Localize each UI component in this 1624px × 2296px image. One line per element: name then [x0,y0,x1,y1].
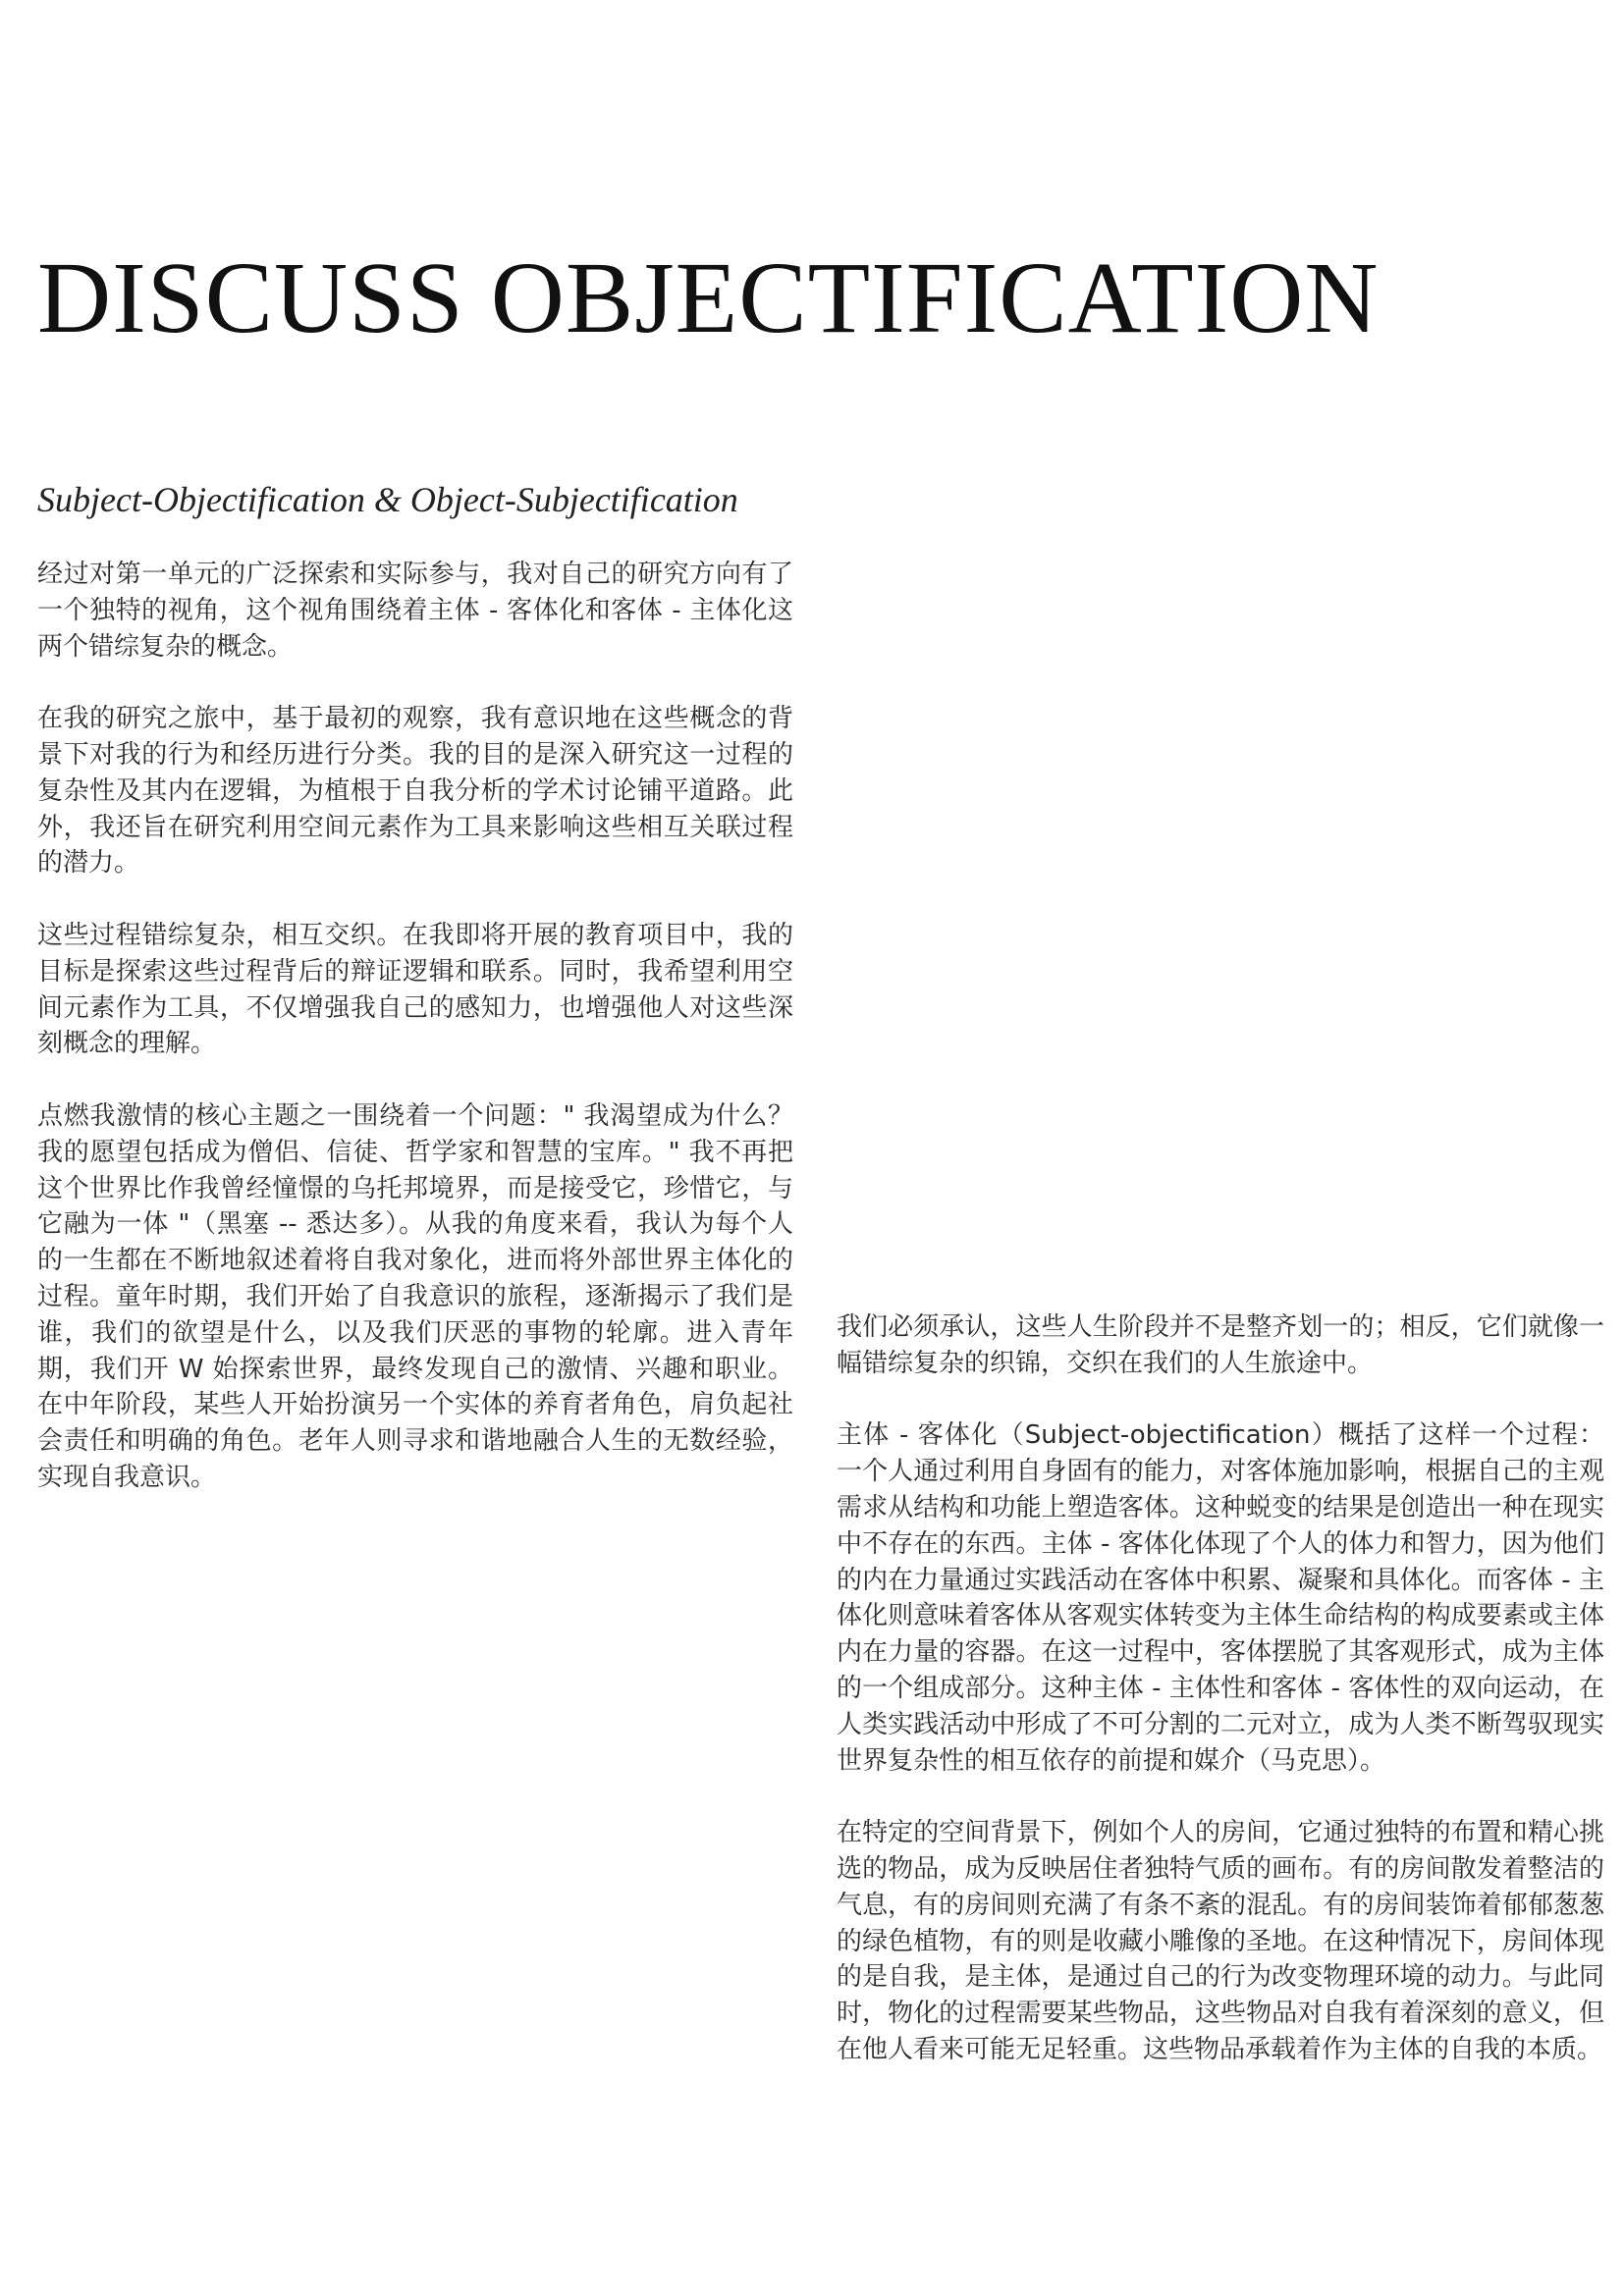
right-text-column [837,1309,1604,2068]
paragraph: 在特定的空间背景下，例如个人的房间，它通过独特的布置和精心挑选的物品，成为反映居住者独特气质的画布。有的房间散发着整洁的气息，有的房间则充满了有条不紊的混乱。有的房间装饰着郁郁葱葱的绿色植物，有的则是收藏小雕像的圣地。在这种情况下，房间体现的是自我，是主体，是通过自己的行为改变物理环境的动力。与此同时，物化的过程需要某些物品，这些物品对自我有着深刻的意义，但在他人看来可能无足轻重。这些物品承载着作为主体的自我的本质。 [837,1818,1604,2064]
paragraph: 主体 - 客体化（Subject-objectification）概括了这样一个过程：一个人通过利用自身固有的能力，对客体施加影响，根据自己的主观需求从结构和功能上塑造客体。这种蜕变的结果是创造出一种在现实中不存在的东西。主体 - 客体化体现了个人的体力和智力，因为他们的内在力量通过实践活动在客体中积累、凝聚和具体化。而客体 - 主体化则意味着客体从客观实体转变为主体生命结构的构成要素或主体内在力量的容器。在这一过程中，客体摆脱了其客观形式，成为主体的一个组成部分。这种主体 - 主体性和客体 - 客体性的双向运动，在人类实践活动中形成了不可分割的二元对立，成为人类不断驾驭现实世界复杂性的相互依存的前提和媒介（马克思）。 [837,1420,1604,1776]
left-text-column [37,557,793,1496]
paragraph: 经过对第一单元的广泛探索和实际参与，我对自己的研究方向有了一个独特的视角，这个视角围绕着主体 - 客体化和客体 - 主体化这两个错综复杂的概念。 [37,560,793,662]
paragraph: 点燃我激情的核心主题之一围绕着一个问题：" 我渴望成为什么？我的愿望包括成为僧侣、信徒、哲学家和智慧的宝库。" 我不再把这个世界比作我曾经憧憬的乌托邦境界，而是接受它，珍惜它，与它融为一体 "（黑塞 -- 悉达多）。从我的角度来看，我认为每个人的一生都在不断地叙述着将自我对象化，进而将外部世界主体化的过程。童年时期，我们开始了自我意识的旅程，逐渐揭示了我们是谁，我们的欲望是什么，以及我们厌恶的事物的轮廓。进入青年期，我们开 W 始探索世界，最终发现自己的激情、兴趣和职业。在中年阶段，某些人开始扮演另一个实体的养育者角色，肩负起社会责任和明确的角色。老年人则寻求和谐地融合人生的无数经验，实现自我意识。 [37,1100,793,1492]
page-subtitle: Subject-Objectification & Object-Subjectification [37,480,738,519]
paragraph: 我们必须承认，这些人生阶段并不是整齐划一的；相反，它们就像一幅错综复杂的织锦，交织在我们的人生旅途中。 [837,1312,1604,1378]
page-title: DISCUSS OBJECTIFICATION [37,241,1380,354]
paragraph: 在我的研究之旅中，基于最初的观察，我有意识地在这些概念的背景下对我的行为和经历进行分类。我的目的是深入研究这一过程的复杂性及其内在逻辑，为植根于自我分析的学术讨论铺平道路。此外，我还旨在研究利用空间元素作为工具来影响这些相互关联过程的潜力。 [37,704,793,879]
paragraph: 这些过程错综复杂，相互交织。在我即将开展的教育项目中，我的目标是探索这些过程背后的辩证逻辑和联系。同时，我希望利用空间元素作为工具，不仅增强我自己的感知力，也增强他人对这些深刻概念的理解。 [37,920,793,1059]
